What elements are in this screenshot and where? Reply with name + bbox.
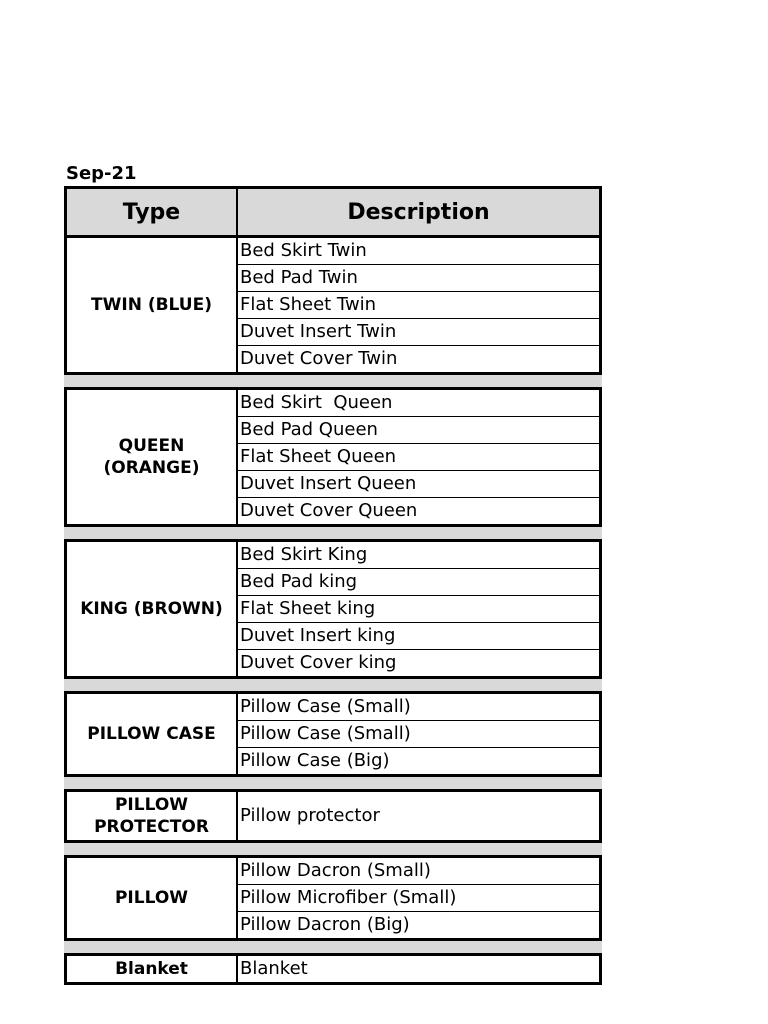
description-cell: Bed Pad king bbox=[238, 569, 599, 596]
group-blanket bbox=[64, 953, 602, 985]
description-header-label: Description bbox=[347, 199, 490, 225]
type-header-label: Type bbox=[122, 199, 181, 225]
group-pillow-protector bbox=[64, 789, 602, 843]
description-cell: Pillow protector bbox=[240, 805, 380, 826]
group-pillow bbox=[64, 855, 602, 941]
description-cell: Bed Skirt King bbox=[238, 542, 599, 569]
table-header-row bbox=[64, 186, 602, 238]
group-queen bbox=[64, 387, 602, 527]
group-separator bbox=[64, 941, 602, 953]
description-cell: Bed Pad Queen bbox=[238, 417, 599, 444]
description-cell: Flat Sheet Twin bbox=[238, 292, 599, 319]
description-cell: Duvet Insert king bbox=[238, 623, 599, 650]
description-cell: Blanket bbox=[240, 958, 308, 979]
description-cell: Duvet Insert Twin bbox=[238, 319, 599, 346]
group-separator bbox=[64, 679, 602, 691]
group-separator bbox=[64, 777, 602, 789]
description-cell: Pillow Case (Small) bbox=[238, 694, 599, 721]
group-king bbox=[64, 539, 602, 679]
group-pillow-case bbox=[64, 691, 602, 777]
group-separator bbox=[64, 375, 602, 387]
type-cell: Blanket bbox=[67, 956, 238, 982]
type-cell: PILLOW bbox=[67, 858, 238, 938]
linen-table bbox=[64, 186, 602, 985]
description-cell: Pillow Dacron (Big) bbox=[240, 914, 410, 935]
description-cell: Duvet Cover Queen bbox=[240, 500, 418, 521]
description-cell: Flat Sheet king bbox=[238, 596, 599, 623]
description-cell: Bed Skirt Queen bbox=[238, 390, 599, 417]
type-cell: PILLOW PROTECTOR bbox=[67, 792, 238, 840]
description-cell: Flat Sheet Queen bbox=[238, 444, 599, 471]
description-cell: Duvet Cover Twin bbox=[240, 348, 398, 369]
group-separator bbox=[64, 527, 602, 539]
type-cell: KING (BROWN) bbox=[67, 542, 238, 676]
description-cell: Pillow Microfiber (Small) bbox=[238, 885, 599, 912]
group-twin bbox=[64, 238, 602, 375]
sheet-date: Sep-21 bbox=[66, 163, 137, 184]
type-column-header bbox=[67, 189, 238, 235]
description-cell: Duvet Cover king bbox=[240, 652, 397, 673]
type-cell: TWIN (BLUE) bbox=[67, 238, 238, 372]
description-cell: Pillow Case (Small) bbox=[238, 721, 599, 748]
type-cell: QUEEN (ORANGE) bbox=[67, 390, 238, 524]
description-cell: Pillow Case (Big) bbox=[240, 750, 390, 771]
description-cell: Duvet Insert Queen bbox=[238, 471, 599, 498]
description-cell: Pillow Dacron (Small) bbox=[238, 858, 599, 885]
group-separator bbox=[64, 843, 602, 855]
type-cell: PILLOW CASE bbox=[67, 694, 238, 774]
description-column-header bbox=[238, 189, 599, 235]
description-cell: Bed Skirt Twin bbox=[238, 238, 599, 265]
description-cell: Bed Pad Twin bbox=[238, 265, 599, 292]
